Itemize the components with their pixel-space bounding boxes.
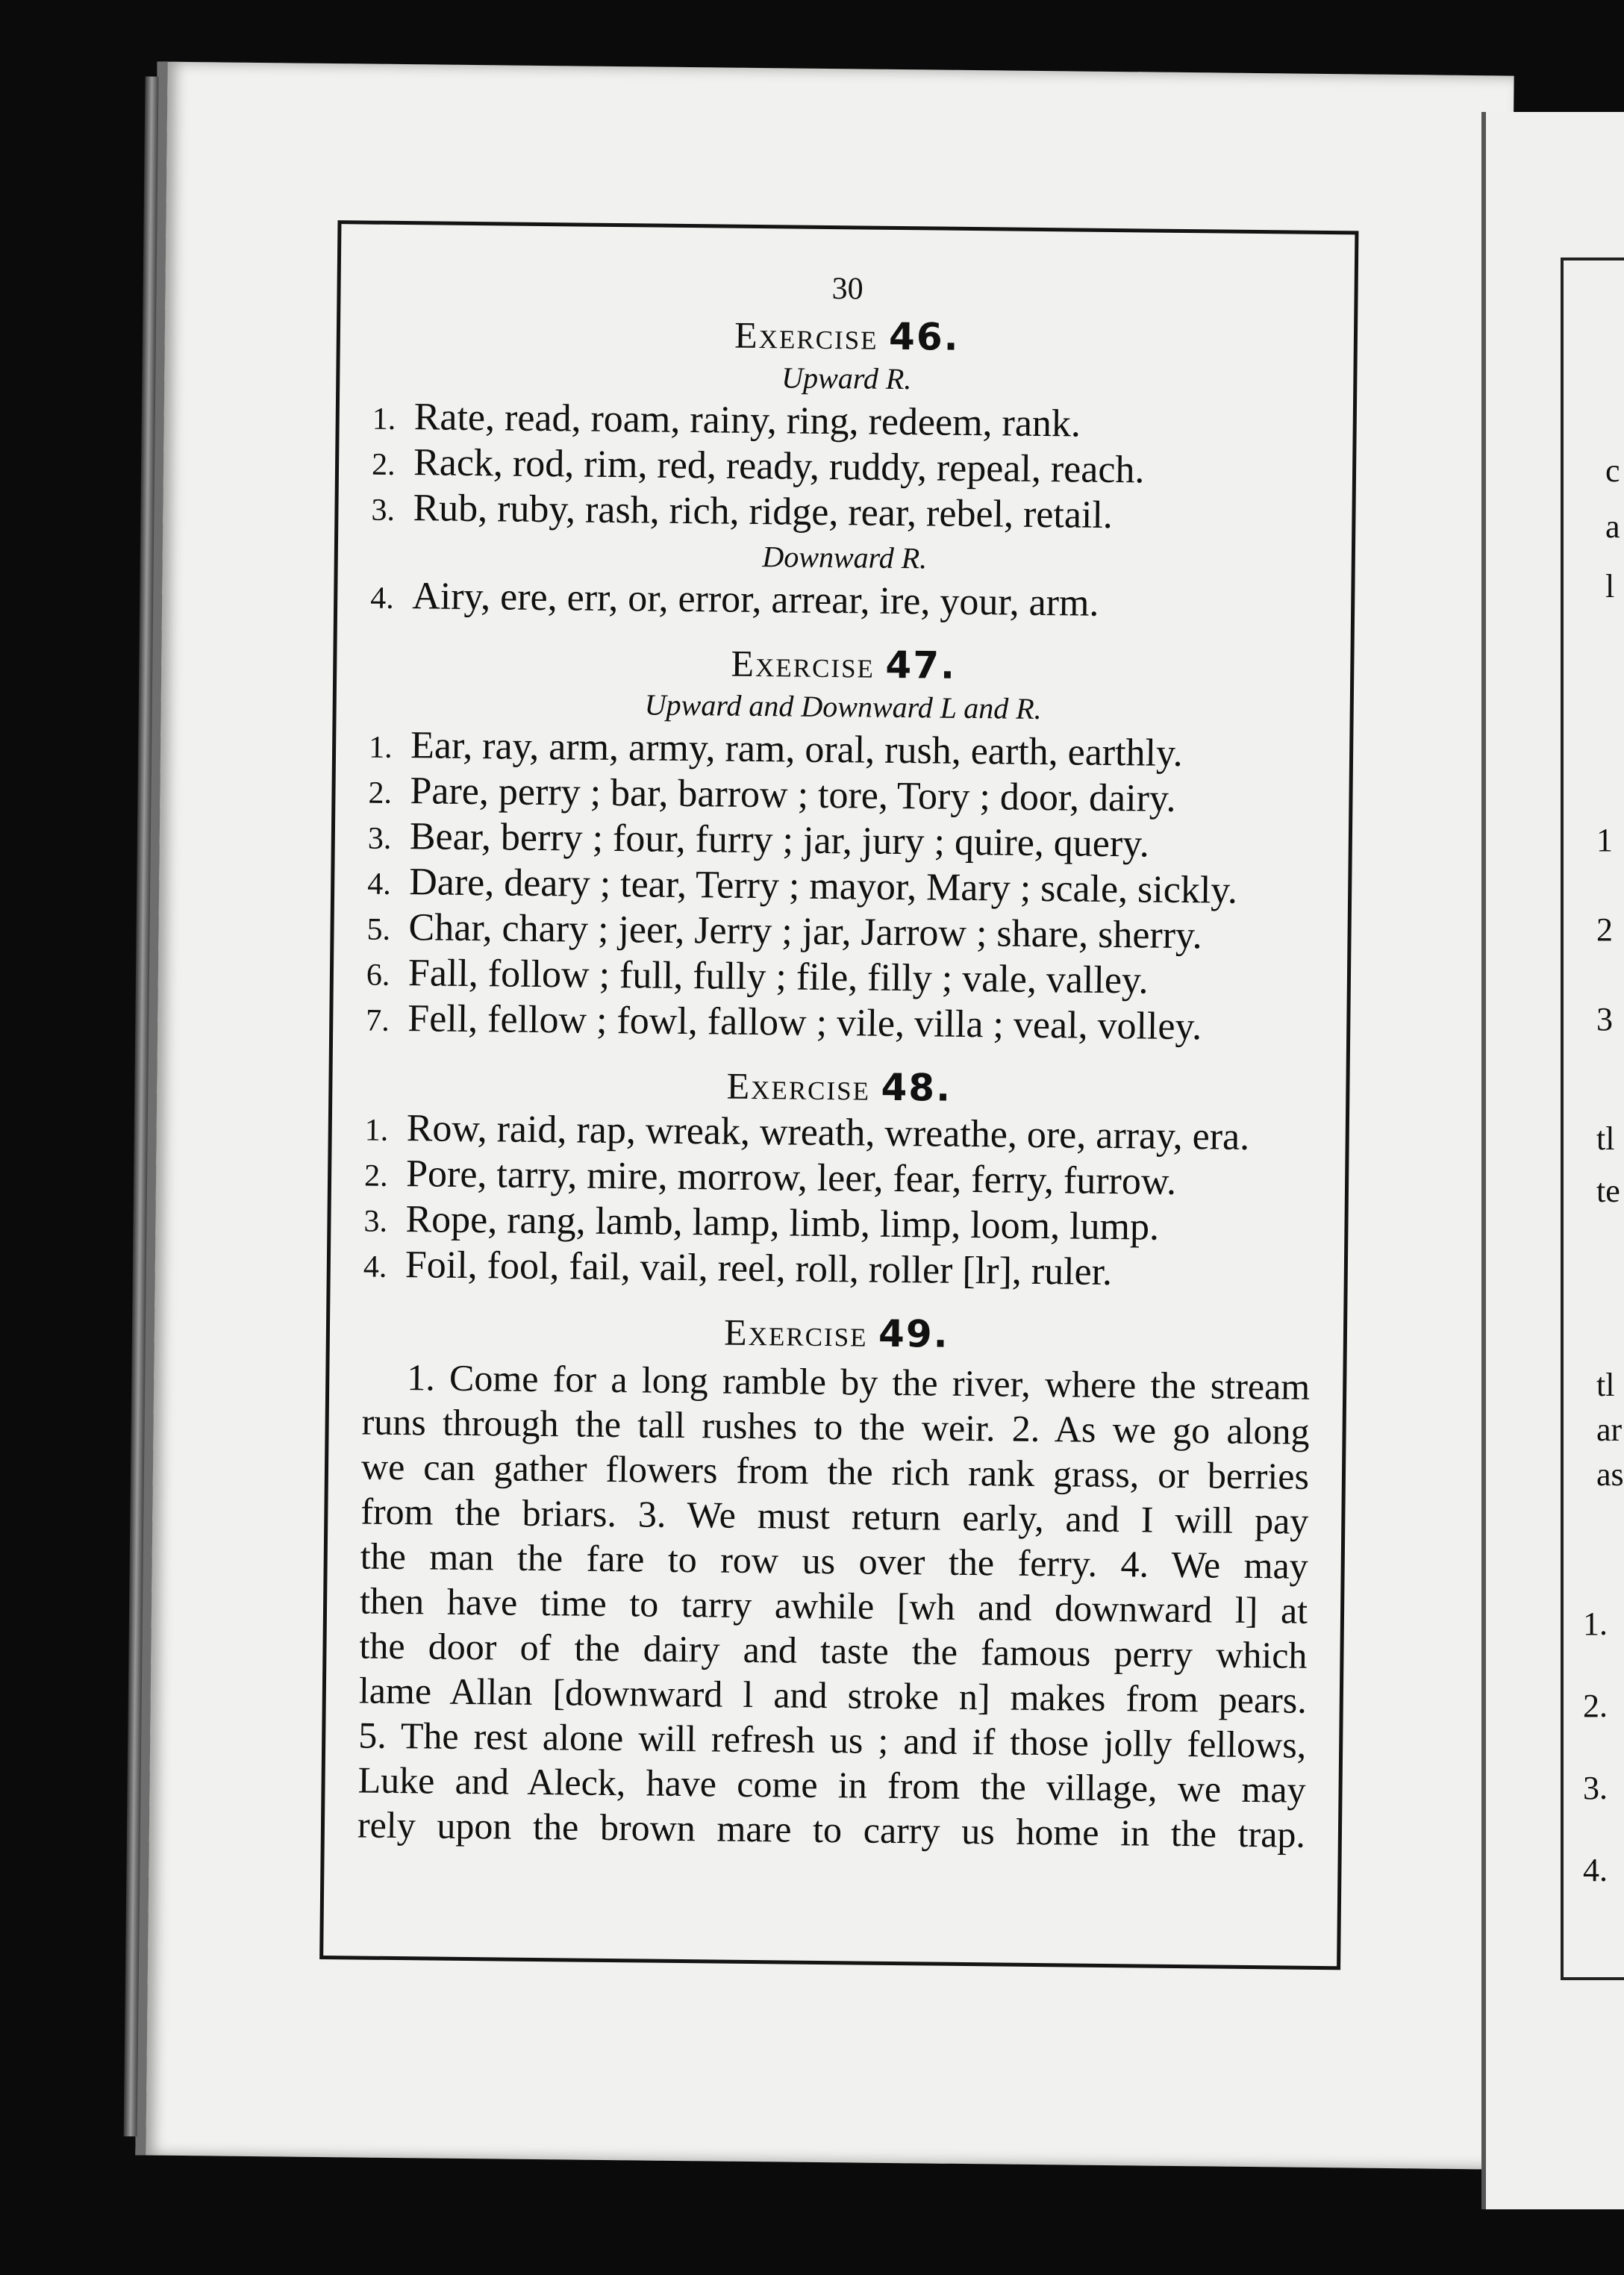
exercise-line: [363, 1243, 1312, 1299]
line-text: Pore, tarry, mire, morrow, leer, fear, ferry, furrow.: [405, 1152, 1177, 1203]
line-text: Fall, follow ; full, fully ; file, filly ; vale, valley.: [407, 952, 1149, 1002]
exercise-49-paragraph: [357, 1355, 1311, 1857]
exercise-number: 47.: [885, 643, 957, 687]
right-fragment: tl: [1596, 1367, 1615, 1403]
right-fragment: 1: [1596, 822, 1613, 858]
exercise-label: Exercise: [726, 1064, 871, 1108]
right-fragment: 2.: [1583, 1688, 1608, 1724]
line-number: 7.: [366, 1003, 390, 1038]
right-fragment: ar: [1596, 1411, 1623, 1448]
subhead: Upward and Downward L and R.: [644, 687, 1042, 726]
line-text: Ear, ray, arm, army, ram, oral, rush, earth, earthly.: [410, 724, 1183, 775]
right-fragment: tl: [1596, 1120, 1615, 1157]
line-number: 4.: [369, 581, 394, 616]
exercise-label: Exercise: [734, 313, 878, 358]
line-number: 1.: [364, 1113, 389, 1148]
line-text: Bear, berry ; four, furry ; jar, jury ; quire, query.: [409, 815, 1150, 866]
line-number: 3.: [363, 1204, 388, 1239]
line-number: 1.: [368, 730, 393, 765]
exercise-line: [371, 487, 1320, 542]
right-fragment: 1.: [1583, 1605, 1608, 1642]
exercise-number: 46.: [888, 314, 960, 359]
line-text: Dare, deary ; tear, Terry ; mayor, Mary ; scale, sickly.: [408, 861, 1238, 912]
paragraph-line: Luke and Aleck, have come in from the village, we may: [357, 1758, 1306, 1811]
exercise-label: Exercise: [731, 642, 875, 686]
paragraph-line: lame Allan [downward l and stroke n] makes from pears.: [358, 1669, 1308, 1721]
subhead: Upward R.: [781, 361, 912, 396]
right-fragment: c: [1605, 452, 1620, 489]
line-number: 4.: [363, 1249, 387, 1285]
line-text: Rub, ruby, rash, rich, ridge, rear, rebel, retail.: [413, 487, 1114, 537]
line-number: 3.: [367, 821, 392, 856]
line-text: Pare, perry ; bar, barrow ; tore, Tory ; door, dairy.: [410, 770, 1176, 820]
line-text: Rope, rang, lamb, lamp, limb, limp, loom, lump.: [405, 1198, 1160, 1249]
exercise-number: 48.: [881, 1065, 952, 1110]
exercise-label: Exercise: [723, 1311, 868, 1355]
line-number: 6.: [366, 958, 390, 993]
exercise-line: [366, 997, 1314, 1052]
exercise-line: [370, 575, 1319, 630]
left-page: [135, 62, 1514, 2170]
paragraph-line: the door of the dairy and taste the famous perry which: [359, 1624, 1308, 1676]
right-fragment: a: [1605, 508, 1620, 545]
exercise-number: 49.: [878, 1311, 949, 1356]
line-text: Airy, ere, err, or, error, arrear, ire, your, arm.: [411, 575, 1099, 625]
right-fragment: 4.: [1583, 1852, 1608, 1888]
exercise-46-title: [373, 310, 1322, 363]
page-edge: [124, 76, 159, 2136]
right-fragment: l: [1605, 568, 1615, 605]
right-fragment: te: [1596, 1173, 1620, 1209]
paragraph-line: then have time to tarry awhile [wh and downward l] at: [359, 1579, 1308, 1632]
right-fragment: 2: [1596, 911, 1613, 948]
exercise-48-title: [365, 1061, 1314, 1114]
line-number: 5.: [366, 912, 391, 947]
subhead: Downward R.: [762, 540, 928, 575]
line-number: 2.: [371, 447, 396, 482]
line-text: Rack, rod, rim, red, ready, ruddy, repeal, reach.: [413, 441, 1145, 492]
page-number: 30: [831, 272, 863, 307]
exercise-49-title: [363, 1307, 1311, 1360]
text-frame: [319, 220, 1358, 1970]
paragraph-line: rely upon the brown mare to carry us home in the trap.: [357, 1803, 1306, 1856]
line-text: Foil, fool, fail, vail, reel, roll, roller [lr], ruler.: [405, 1243, 1113, 1294]
line-number: 4.: [366, 867, 391, 902]
right-fragment: 3: [1596, 1001, 1613, 1037]
line-text: Char, chary ; jeer, Jerry ; jar, Jarrow ; share, sherry.: [408, 906, 1203, 958]
line-number: 1.: [372, 402, 396, 437]
exercise-47-title: [369, 638, 1318, 691]
line-text: Fell, fellow ; fowl, fallow ; vile, villa ; veal, volley.: [407, 997, 1202, 1049]
right-fragment: as: [1596, 1456, 1624, 1493]
line-number: 2.: [363, 1158, 388, 1193]
paragraph-line: we can gather flowers from the rich rank grass, or berries: [360, 1445, 1310, 1497]
paragraph-line: the man the fare to row us over the ferry. 4. We may: [360, 1535, 1309, 1587]
paragraph-line: 5. The rest alone will refresh us ; and if those jolly fellows,: [357, 1714, 1307, 1766]
line-number: 3.: [371, 493, 396, 528]
line-text: Row, raid, rap, wreak, wreath, wreathe, ore, array, era.: [406, 1107, 1250, 1158]
right-fragment: 3.: [1583, 1770, 1608, 1806]
right-page: [1481, 112, 1624, 2209]
line-text: Rate, read, roam, rainy, ring, redeem, rank.: [413, 396, 1081, 446]
line-number: 2.: [368, 776, 393, 811]
paragraph-line: runs through the tall rushes to the weir. 2. As we go along: [361, 1400, 1310, 1452]
paragraph-line: from the briars. 3. We must return early, and I will pay: [360, 1490, 1309, 1542]
paragraph-line: 1. Come for a long ramble by the river, where the stream: [407, 1356, 1311, 1408]
